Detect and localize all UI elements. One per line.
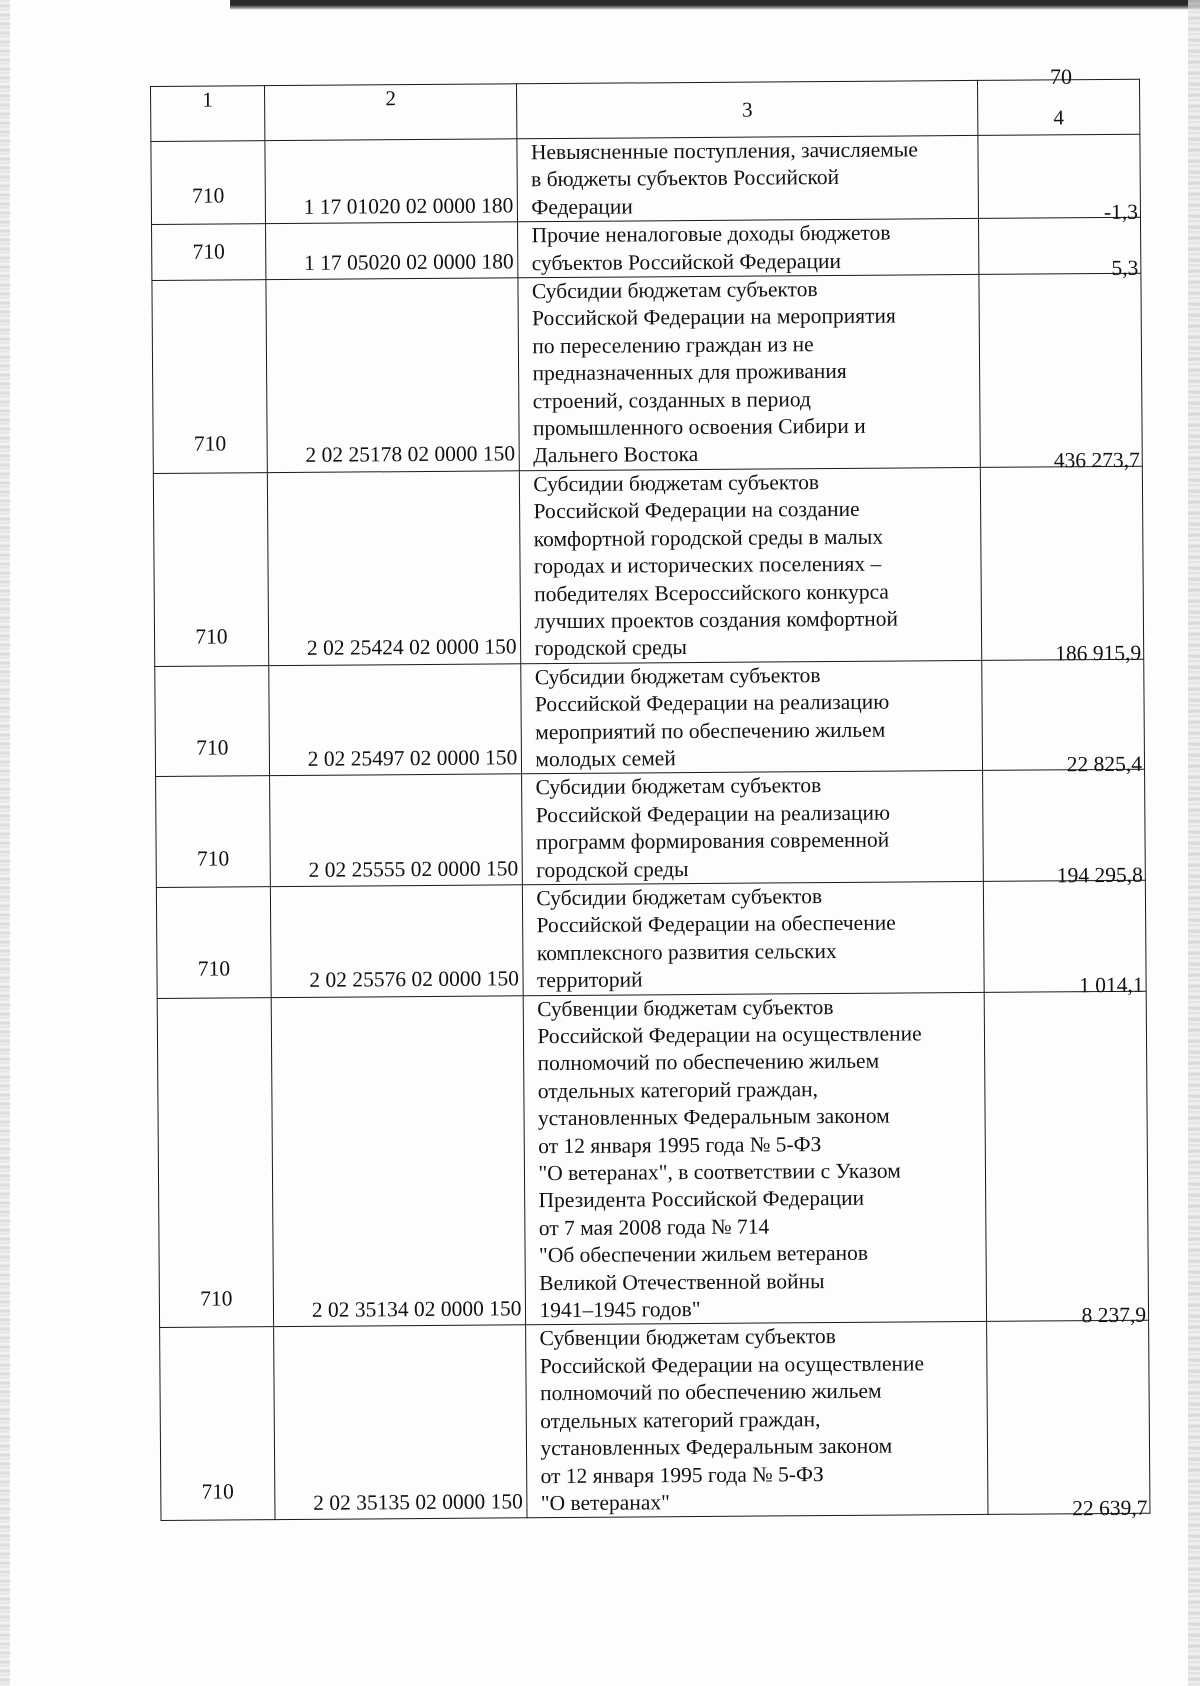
admin-code-cell: 710 [156, 887, 271, 998]
description-line: Субсидии бюджетам субъектов [531, 277, 818, 304]
table-row [160, 1321, 1150, 1521]
description-line: победителях Всероссийского конкурса [534, 579, 890, 606]
amount-cell: 22 825,4 [982, 668, 1145, 780]
description-cell [521, 660, 982, 774]
description-line: от 12 января 1995 года № 5-ФЗ [538, 1131, 822, 1158]
description-line: мероприятий по обеспечению жильем [535, 717, 886, 744]
description-line: Российской Федерации на осуществление [537, 1021, 922, 1049]
description-line: "О ветеранах", в соответствии с Указом [538, 1158, 901, 1186]
description-line: установленных Федеральным законом [537, 1103, 890, 1131]
description-cell [524, 992, 987, 1325]
description-line: городской среды [534, 635, 687, 661]
description-cell [518, 274, 980, 470]
description-line: установленных Федеральным законом [540, 1433, 893, 1461]
description-line: Субсидии бюджетам субъектов [534, 662, 821, 689]
header-col-3: 3 [517, 80, 978, 138]
description-line: "Об обеспечении жильем ветеранов [538, 1241, 869, 1268]
admin-code-cell: 710 [152, 224, 266, 281]
amount-cell: 194 295,8 [982, 779, 1145, 891]
description-line: в бюджеты субъектов Российской [531, 165, 840, 192]
description-cell [522, 771, 983, 885]
description-line: от 12 января 1995 года № 5-ФЗ [540, 1461, 824, 1488]
description-line: 1941–1945 годов" [539, 1297, 701, 1323]
budget-code-cell: 2 02 25576 02 0000 150 [270, 885, 523, 997]
amount-cell: 1 014,1 [983, 889, 1146, 1001]
description-line: Дальнего Востока [533, 442, 699, 468]
description-line: промышленного освоения Сибири и [532, 413, 866, 441]
table-row [151, 134, 1141, 224]
scan-left-edge [0, 0, 10, 1686]
amount-cell: 8 237,9 [984, 1000, 1149, 1331]
description-line: Субвенции бюджетам субъектов [539, 1324, 836, 1351]
scan-top-edge [230, 0, 1200, 10]
budget-table [150, 79, 1150, 1522]
budget-code-cell: 2 02 25497 02 0000 150 [269, 664, 522, 776]
admin-code-cell: 710 [151, 141, 265, 225]
description-cell [526, 1322, 988, 1518]
description-line: Федерации [531, 194, 633, 220]
description-line: территорий [536, 967, 643, 993]
description-cell [518, 219, 979, 278]
header-col-2: 2 [264, 84, 517, 141]
description-line: Российской Федерации на мероприятия [532, 303, 896, 331]
description-line: субъектов Российской Федерации [531, 248, 842, 275]
budget-code-cell: 2 02 35135 02 0000 150 [273, 1325, 527, 1520]
description-line: отдельных категорий граждан, [540, 1406, 821, 1433]
budget-code-cell: 2 02 35134 02 0000 150 [271, 995, 526, 1327]
description-line: по переселению граждан из не [532, 331, 814, 359]
description-line: комплексного развития сельских [536, 938, 837, 965]
admin-code-cell: 710 [157, 997, 273, 1328]
description-line: предназначенных для проживания [532, 359, 847, 386]
budget-code-cell: 1 17 05020 02 0000 180 [265, 222, 518, 280]
description-line: городской среды [536, 856, 689, 882]
budget-code-cell: 2 02 25424 02 0000 150 [267, 471, 521, 666]
description-line: Субсидии бюджетам субъектов [535, 773, 822, 800]
description-line: Президента Российской Федерации [538, 1186, 865, 1213]
table-row [152, 217, 1141, 280]
header-col-4: 4 [977, 79, 1140, 135]
description-line: молодых семей [535, 746, 676, 772]
table-row [156, 770, 1146, 888]
admin-code-cell: 710 [156, 776, 271, 887]
budget-table-body [151, 79, 1150, 1521]
description-line: Невыясненные поступления, зачисляемые [530, 137, 918, 165]
budget-code-cell: 1 17 01020 02 0000 180 [265, 139, 518, 224]
description-line: Российской Федерации на реализацию [535, 800, 891, 827]
amount-cell: 22 639,7 [987, 1330, 1151, 1524]
page-number: 70 [1050, 64, 1072, 89]
table-row [156, 880, 1146, 998]
description-line: от 7 мая 2008 года № 714 [538, 1214, 770, 1241]
description-line: городах и исторических поселениях – [533, 551, 882, 579]
description-line: строений, созданных в период [532, 386, 811, 413]
description-line: Российской Федерации на обеспечение [536, 910, 896, 938]
table-header-row [151, 79, 1140, 141]
description-line: Субвенции бюджетам субъектов [537, 994, 834, 1021]
header-col-1: 1 [151, 86, 265, 142]
description-line: комфортной городской среды в малых [533, 524, 884, 551]
table-row [155, 659, 1145, 777]
description-line: Субсидии бюджетам субъектов [536, 884, 823, 911]
admin-code-cell: 710 [153, 473, 268, 667]
budget-code-cell: 2 02 25178 02 0000 150 [266, 278, 520, 473]
table-row [153, 466, 1143, 666]
description-line: лучших проектов создания комфортной [534, 606, 899, 634]
amount-cell: -1,3 [978, 143, 1141, 227]
description-line: Великой Отечественной войны [539, 1268, 825, 1295]
description-line: программ формирования современной [535, 827, 890, 855]
description-line: "О ветеранах" [540, 1490, 670, 1516]
description-line: отдельных категорий граждан, [537, 1076, 819, 1103]
amount-cell: 186 915,9 [980, 475, 1144, 669]
table-row [157, 991, 1148, 1328]
scan-right-edge [1188, 0, 1200, 1686]
admin-code-cell: 710 [152, 280, 267, 474]
description-line: Прочие неналоговые доходы бюджетов [531, 220, 891, 248]
admin-code-cell: 710 [160, 1327, 275, 1521]
description-line: Российской Федерации на осуществление [539, 1351, 925, 1379]
budget-code-cell: 2 02 25555 02 0000 150 [269, 774, 522, 886]
amount-cell: 5,3 [978, 226, 1141, 283]
description-line: Субсидии бюджетам субъектов [533, 469, 820, 497]
description-line: Российской Федерации на реализацию [534, 689, 890, 717]
description-line: Российской Федерации на создание [533, 497, 860, 524]
description-line: полномочий по обеспечению жильем [539, 1378, 882, 1406]
description-line: полномочий по обеспечению жильем [537, 1049, 880, 1076]
description-cell [517, 135, 978, 222]
description-cell [523, 881, 984, 995]
table-row [152, 273, 1142, 473]
amount-cell: 436 273,7 [979, 282, 1143, 476]
admin-code-cell: 710 [155, 665, 270, 776]
description-cell [520, 467, 982, 663]
